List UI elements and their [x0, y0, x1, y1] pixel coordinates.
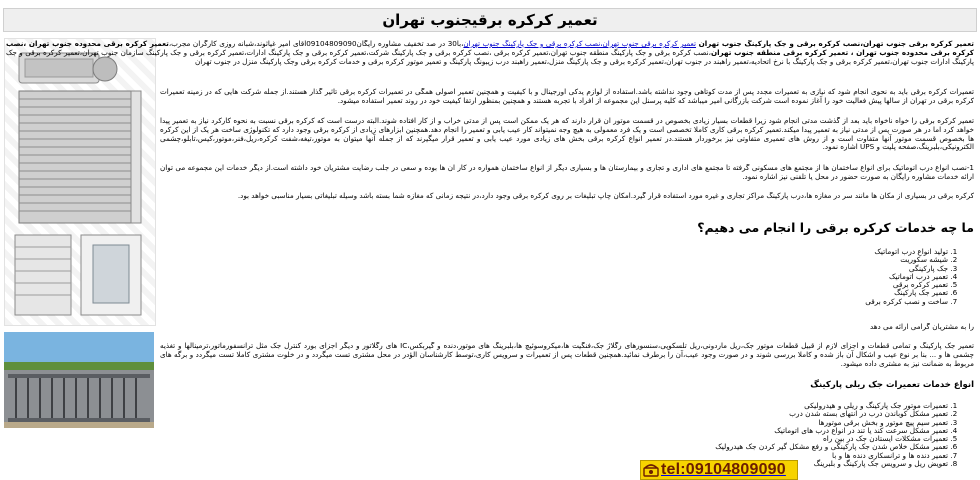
parts-paragraph: تعمیر جک پارکینگ و تمامی قطعات و اجزای لازم از قبیل قطعات موتور جک،ریل ماردونی،ریل تلسکوپی،سنسورهای رگلاژ جک،فنگیت ها،میکروسوئیچ ها،بلبرینگ های موتور،دنده و گیربکس،IC های رگلاتور و دیگر اجزای بورد کنترل جک مثل ترانسفورماتور،ترمینالها و تغذیه چشمی ها و ... بنا بر نوع عیب و اشکال آن باز شده و کاملا بررسی شوند و در صورت وجود عیب،آن را برطرف نمائید.همچنین قطعات پس از تعمیرات و سرویس کاری،توسط کارشناسان الؤدر در محل مشتری تست میگردد و در خلوت مشتری کاملا تست میگردد و برگه های مربوط به ضمانت نیز به مشتری داده میشود.: [160, 342, 974, 368]
list-item: 7. ساخت و نصب کرکره برقی: [865, 298, 948, 306]
list-item: 1. تعمیرات موتور جک پارکینگ و ریلی و هیدرولیکی: [715, 402, 948, 410]
repairs-list: [715, 402, 970, 468]
phone-number: tel:09104809090: [661, 461, 786, 478]
list-item: 2. تعمیر مشکل کوباندن درب در انتهای بسته شدن درب: [715, 410, 948, 418]
main-bold-lead: تعمیر کرکره برقی جنوب تهران،نصب کرکره برقی و جک پارکینگ جنوب تهران: [698, 40, 974, 48]
services-list: [865, 248, 970, 306]
types-paragraph: 1-نصب انواع درب اتوماتیک برای انواع ساختمان ها از مجتمع های مسکونی گرفته تا مجتمع های اداری و تجاری و بیمارستان ها و بسیاری دیگر از انواع ساختمان همواره در کار آن ها بوده و سعی در جلب رضایت مشتریان خود داشته است.از دیگر خدمات این مجموعه می توان ارائه خدمات مشاوره رایگان به صورت حضور در محل یا تلفنی نیز اشاره نمود.: [160, 164, 974, 181]
main-paragraph: [6, 40, 974, 76]
history-paragraph: تعمیر کرکره برقی را خواه ناخواه باید بعد از گذشت مدتی انجام شود زیرا قطعات بسیار زیادی بخصوص در قسمت موتور آن قرار دارند که هر یک ممکن است پس از مدتی خراب و از کار افتاده شوند.البته درست است که کرکره برقی نسبت به نحوه کارکرد نیاز به تعمیر پیدا خواهد کرد اما در هر صورت پس از مدتی نیاز به تعمیر پیدا میکند.تعمیر کرکره برقی کاری کاملا تخصصی است و یک فرد معمولی به هیچ وجه نمیتواند کار عیب یابی و تعمیر را انجام دهد.همچنین ابزارهای زیادی از کرکره برقی وجود دارد که تکنولوژی ساخت هر یک از این کرکره ها بخصوص قسمت موتور آنها متفاوت است و از روش های تعمیری متفاوتی نیز برخوردار هستند.در تعمیر انواع کرکره برقی بخش های زیادی مورد عیب یابی و تعمیر قرار میگیرند که از جمله آنها میتوان به موتور،تیغه،شفت کرکره،ریل،فنر،موتور،کیس،تابلو،چشمی الکترونیکی،بلبرینگ،صفحه پلیت و UPS اشاره نمود.: [160, 117, 974, 152]
list-item: 4. تعمیر مشکل سرعت کند یا تند در انواع درب های اتوماتیک: [715, 427, 948, 435]
sliding-gate-image: [4, 332, 154, 428]
services-note: را به مشتریان گرامی ارائه می دهد: [869, 323, 974, 331]
repairs-heading: انواع خدمات تعمیرات جک ریلی پارکینگ: [810, 380, 974, 390]
main-text-2: ،نصب کرکره برقی و جک پارکینگ منطقه جنوب تهران،تعمیر کرکره برقی ،نصب کرکره برقی و جک پارکینگ شرکت،تعمیر کرکره برقی و جک پارکینگ ادارات،تعمیر کرکره برقی و جک پارکینگ سازمان جنوب تهران،تعمیر کرکره برقی و جک پارکینگ ادارات جنوب تهران،تعمیر کرکره برقی و جک پارکینگ با نرخ اتحادیه،تعمیر راهبند در جنوب تهران،تعمیر کرکره برقی و جک پارکینگ منزل،تعمیر راهبند درب زیبونگ پارکینگ و تعمیر موتور کرکره برقی و خدمات کرکره برقی وجک پارکینگ منزل در جنوب تهران: [6, 47, 974, 66]
intro-paragraph: تعمیرات کرکره برقی باید به نحوی انجام شود که نیازی به تعمیرات مجدد پس از مدت کوتاهی وجود نداشته باشد.استفاده از لوازم یدکی اورجینال و با کیفیت و همچنین تعمیر اصولی همگی در تعمیرات کرکره برقی تاثیر گذار هستند.از جمله شرکت هایی که در زمینه تعمیرات کرکره برقی در تهران از سالها پیش فعالیت خود را آغاز نموده است شرکت بازرگانی امیر میباشد که کلیه پرسنل این مجموعه از افراد با تجربه هستند و همچنین بمنظور ارتقا کیفیت خود در روند تعمیر استفاده میشود.: [160, 88, 974, 105]
list-item: 1. تولید انواع درب اتوماتیک: [865, 248, 948, 256]
list-item: 4. تعمیر درب اتوماتیک: [865, 273, 948, 281]
telephone-icon: [643, 463, 659, 477]
list-item: 3. تعمیر سیم پیچ موتور و بخش برقی موتورها: [715, 419, 948, 427]
use-paragraph: کرکره برقی در بسیاری از مکان ها مانند سر در مغازه ها،درب پارکینگ مراکز تجاری و غیره مورد استفاده قرار گیرد.امکان چاپ تبلیغات بر روی کرکره برقی وجود دارد،در نتیجه زمانی که مغازه شما بسته باشد وسیله تبلیغاتی بسیار مناسبی خواهد بود.: [237, 192, 974, 200]
list-item: 2. شیشه سکوریت: [865, 256, 948, 264]
list-item: 5. تعمیر کرکره برقی: [865, 281, 948, 289]
list-item: 5. تعمیرات مشکلات ایستادن جک در بین راه: [715, 435, 948, 443]
call-phone-button[interactable]: [640, 460, 798, 480]
seo-link[interactable]: تعمیر کرکره برقی جنوب تهران،نصب کرکره برقی و جک پارکینگ جنوب تهران: [463, 40, 697, 48]
main-text-1: ،با30 در صد تخفیف مشاوره رایگان09104809090آقای امیر غیاثوند،شبانه روزی کارگران مجرب،: [168, 40, 464, 48]
services-heading: ما چه خدمات کرکره برقی را انجام می دهیم؟: [697, 220, 974, 235]
main-bold-mid: تعمیر کرکره برقی محدوده جنوب تهران ،نصب کرکره برقی محدوده جنوب تهران ، تعمیر کرکره برقی منطقه جنوب تهران: [6, 40, 974, 57]
list-item: 7. تعمیر دنده ها و ترانسکاری دنده ها و با: [715, 452, 948, 460]
list-item: 6. تعمیر جک پارکینگ: [865, 289, 948, 297]
list-item: 3. جک پارکینگی: [865, 265, 948, 273]
page-title: تعمیر کرکره برقیجنوب تهران: [3, 8, 977, 32]
roller-shutter-image: [4, 38, 156, 326]
list-item: 6. تعمیر مشکل خلاص شدن جک پارکینگی و رفع مشکل گیر کردن جک هیدرولیک: [715, 443, 948, 451]
list-item: 8. تعویض ریل و سرویس جک پارکینگ و بلبرینگ: [715, 460, 948, 468]
